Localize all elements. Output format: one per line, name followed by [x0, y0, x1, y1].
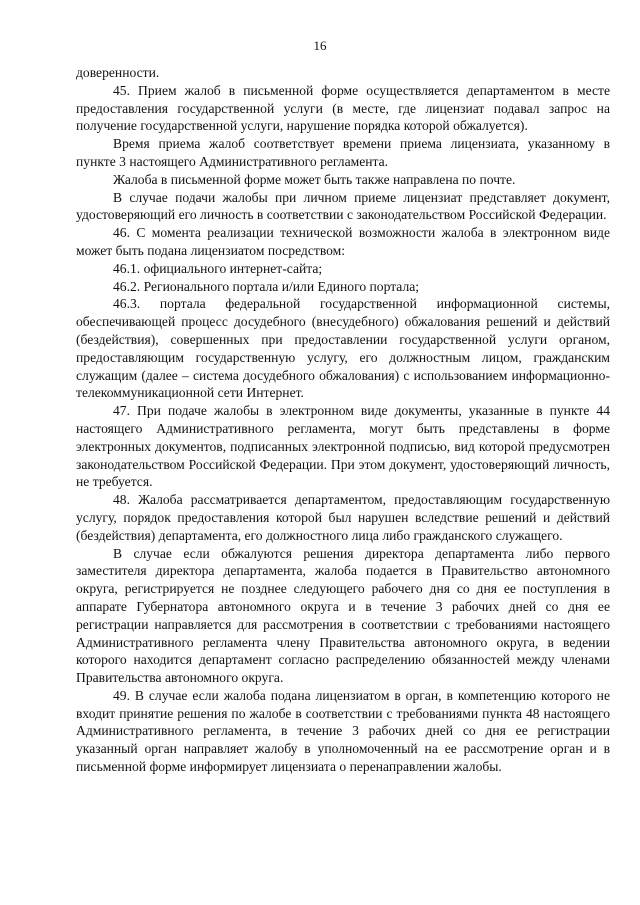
paragraph-mail: Жалоба в письменной форме может быть также направлена по почте.	[113, 171, 516, 187]
paragraph-continuation: доверенности.	[76, 65, 160, 80]
paragraph-46-2: 46.2. Регионального портала и/или Единого портала;	[113, 278, 420, 294]
paragraph-46-1: 46.1. официального интернет-сайта;	[113, 260, 323, 276]
paragraph-46-3: 46.3. портала федеральной государственной информационной системы, обеспечивающей процесс досудебного (внесудебного) обжалования решений и действий (бездействия), совершенных при предоставлении государственной услуги органом, предоставляющим государственную услугу, его должностным лицом, гражданским служащим (далее – система досудебного обжалования) с использованием информационно-телекоммуникационной сети Интернет.	[76, 296, 610, 401]
paragraph-46: 46. С момента реализации технической возможности жалоба в электронном виде может быть подана лицензиатом посредством:	[76, 225, 610, 258]
paragraph-reception-time: Время приема жалоб соответствует времени приема лицензиата, указанному в пункте 3 настоящего Административного регламента.	[76, 136, 610, 169]
paragraph-45: 45. Прием жалоб в письменной форме осуществляется департаментом в месте предоставления государственной услуги (в месте, где лицензиат подавал запрос на получение государственной услуги, нарушение порядка которой обжалуется).	[76, 82, 610, 134]
paragraph-48: 48. Жалоба рассматривается департаментом, предоставляющим государственную услугу, порядок предоставления которой был нарушен вследствие решений и действий (бездействия) департамента, его должностного лица либо гражданского служащего.	[76, 492, 610, 543]
paragraph-47: 47. При подаче жалобы в электронном виде документы, указанные в пункте 44 настоящего Административного регламента, могут быть представлены в форме электронных документов, подписанных электронной подписью, вид которой предусмотрен законодательством Российской Федерации. При этом документ, удостоверяющий личность, не требуется.	[76, 403, 610, 490]
page-number: 16	[313, 38, 327, 53]
paragraph-director-complaint: В случае если обжалуются решения директора департамента либо первого заместителя директора департамента, жалоба подается в Правительство автономного округа, регистрируется не позднее следующего рабочего дня со дня ее поступления в аппарате Губернатора автономного округа и в течение 3 рабочих дней со дня ее регистрации направляется для рассмотрения в соответствии с требованиями настоящего Административного регламента члену Правительства автономного округа, в ведении которого находится департамент согласно распределению обязанностей между членами Правительства автономного округа.	[76, 545, 610, 686]
paragraph-personal-reception: В случае подачи жалобы при личном приеме лицензиат представляет документ, удостоверяющий его личность в соответствии с законодательством Российской Федерации.	[76, 189, 610, 223]
paragraph-49: 49. В случае если жалоба подана лицензиатом в орган, в компетенцию которого не входит принятие решения по жалобе в соответствии с требованиями пункта 48 настоящего Административного регламента, в течение 3 рабочих дней со дня ее регистрации указанный орган направляет жалобу в уполномоченный на ее рассмотрение орган и в письменной форме информирует лицензиата о перенаправлении жалобы.	[76, 687, 610, 775]
document-body	[76, 64, 610, 776]
